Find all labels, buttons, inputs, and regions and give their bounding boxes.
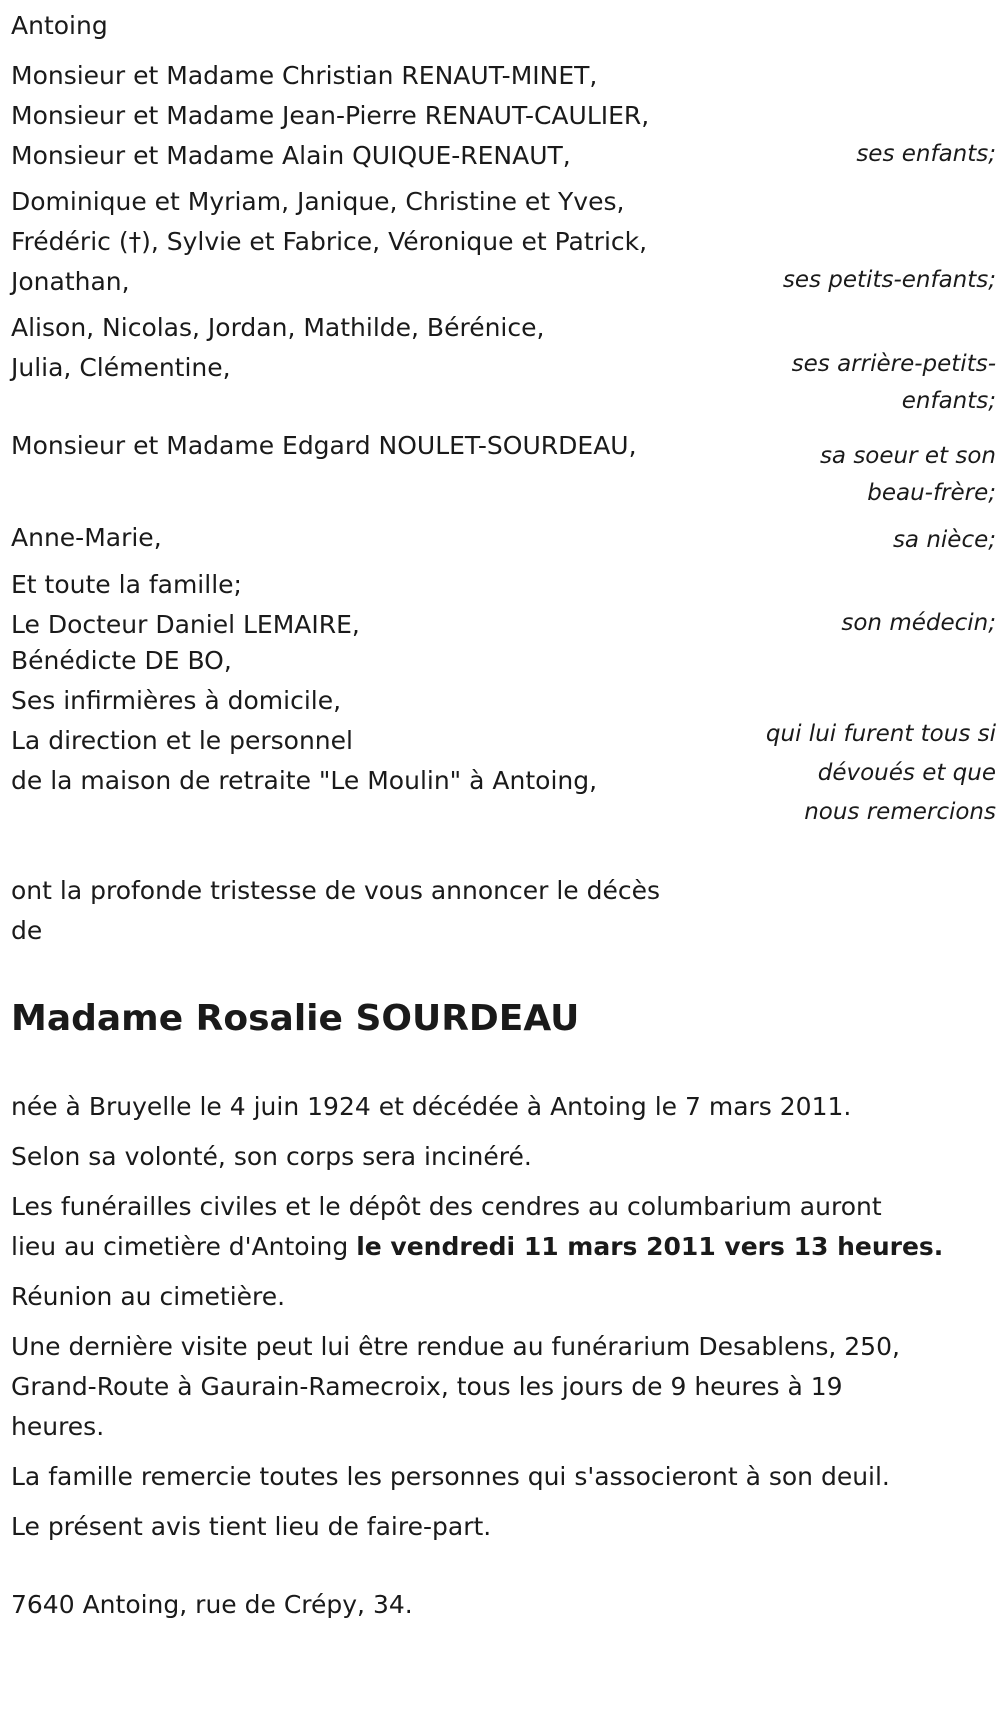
relation-line: nous remercions [804,799,996,825]
caregiver-line: Bénédicte DE BO, [11,646,232,675]
announcement-line: de [11,916,43,945]
announcement-text [11,871,719,951]
family-name-line: Monsieur et Madame Alain QUIQUE-RENAUT, [11,141,571,170]
relation-label [736,262,996,299]
funeral-line: Les funérailles civiles et le dépôt des cendres au columbarium auront [11,1192,882,1221]
caregiver-line: Ses infirmières à domicile, [11,686,342,715]
family-names [11,308,711,388]
family-name-line: Anne-Marie, [11,523,162,552]
family-name-line: Frédéric (†), Sylvie et Fabrice, Véronique et Patrick, [11,227,648,256]
cremation-line: Selon sa volonté, son corps sera incinéré. [11,1142,532,1171]
relation-label [736,605,996,642]
family-name-line: Alison, Nicolas, Jordan, Mathilde, Bérénice, [11,313,545,342]
family-address: 7640 Antoing, rue de Crépy, 34. [11,1590,413,1619]
visit-paragraph [11,1327,986,1447]
thanks-line: La famille remercie toutes les personnes qui s'associeront à son deuil. [11,1462,890,1491]
relation-label [736,346,996,420]
caregiver-line: de la maison de retraite "Le Moulin" à Antoing, [11,766,598,795]
caregiver-line: La direction et le personnel [11,726,353,755]
obituary-notice [11,6,996,1625]
relation-line: ses petits-enfants; [782,267,996,293]
relation-line: sa soeur et son [819,443,996,469]
family-name-line: Monsieur et Madame Jean-Pierre RENAUT-CAULIER, [11,101,650,130]
family-group-children [11,56,996,176]
funeral-paragraph [11,1187,986,1267]
caregivers-left [11,641,719,951]
visit-line: heures. [11,1412,105,1441]
family-names [11,565,711,645]
family-names [11,182,711,302]
caregiver-relation-label [736,715,996,832]
visit-line: Une dernière visite peut lui être rendue au funérarium Desablens, 250, [11,1332,900,1361]
caregiver-names [11,641,719,801]
family-names [11,426,711,466]
family-group-grandchildren [11,182,996,302]
funeral-line-with-date [11,1227,986,1267]
family-name-line: Dominique et Myriam, Janique, Christine et Yves, [11,187,625,216]
relation-line: son médecin; [841,610,996,636]
relation-line: qui lui furent tous si [765,721,996,747]
relation-line: enfants; [901,388,996,414]
relation-line: ses arrière-petits- [791,351,996,377]
relation-label [736,438,996,512]
relation-line: ses enfants; [856,141,996,167]
family-name-line: Monsieur et Madame Christian RENAUT-MINET, [11,61,598,90]
visit-line: Grand-Route à Gaurain-Ramecroix, tous les jours de 9 heures à 19 [11,1372,843,1401]
family-group-great-grandchildren [11,308,996,420]
funeral-date: le vendredi 11 mars 2011 vers 13 heures. [356,1232,944,1261]
family-group-niece [11,518,996,559]
family-name-line: Jonathan, [11,267,130,296]
family-group-sister [11,426,996,512]
relation-line: dévoués et que [817,760,996,786]
relation-label [736,136,996,173]
announcement-line: ont la profonde tristesse de vous annoncer le décès [11,876,661,905]
family-name-line: Le Docteur Daniel LEMAIRE, [11,610,360,639]
family-name-line: Monsieur et Madame Edgard NOULET-SOURDEAU, [11,431,637,460]
notice-line: Le présent avis tient lieu de faire-part. [11,1512,492,1541]
family-name-line: Et toute la famille; [11,570,242,599]
relation-line: beau-frère; [867,480,996,506]
location-heading: Antoing [11,11,108,40]
meeting-line: Réunion au cimetière. [11,1282,286,1311]
family-group-doctor [11,565,996,645]
family-name-line: Julia, Clémentine, [11,353,231,382]
relation-label [736,522,996,559]
deceased-name: Madame Rosalie SOURDEAU [11,998,580,1039]
caregivers-section [11,641,996,951]
birth-death-line: née à Bruyelle le 4 juin 1924 et décédée à Antoing le 7 mars 2011. [11,1092,852,1121]
family-names [11,56,711,176]
funeral-location-text: lieu au cimetière d'Antoing [11,1232,357,1261]
relation-line: sa nièce; [892,527,996,553]
family-names [11,518,711,558]
